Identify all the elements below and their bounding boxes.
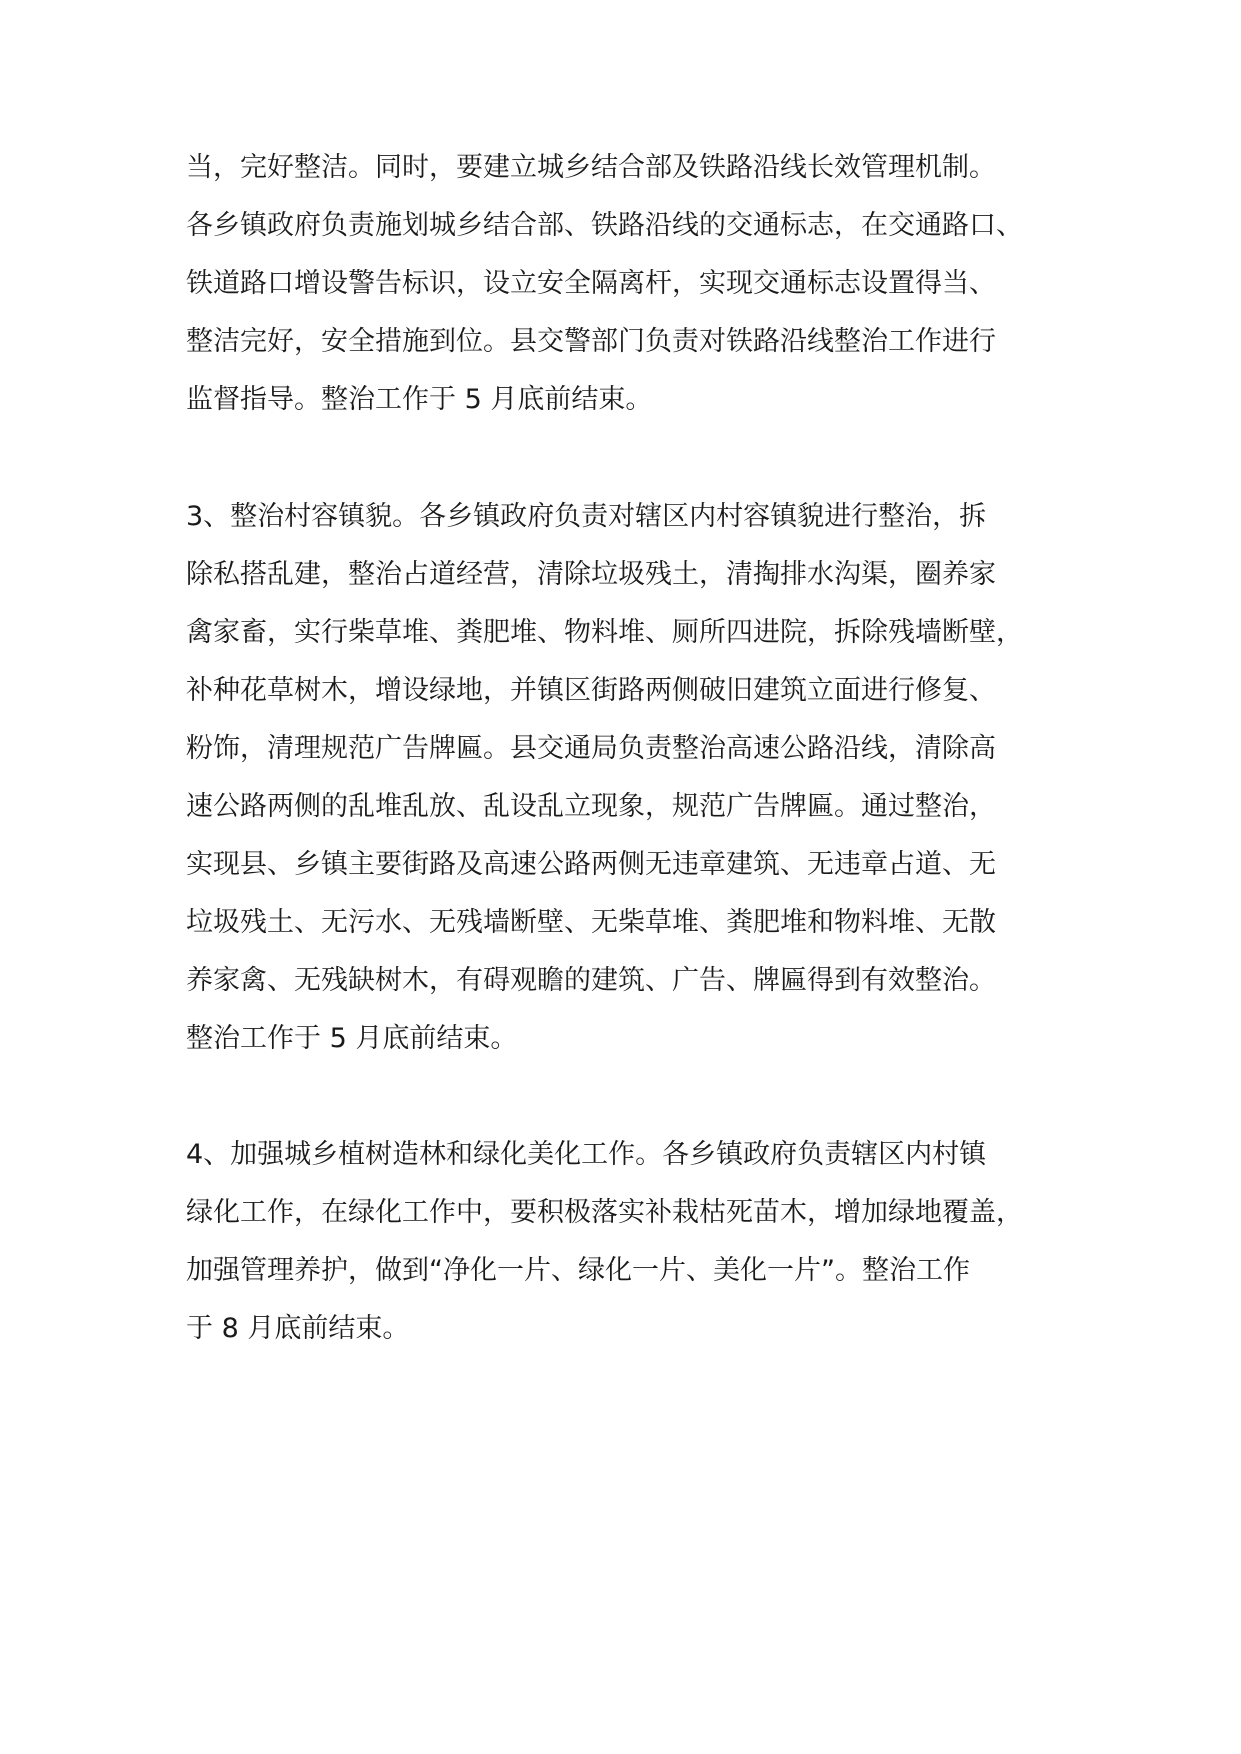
- text-line: 监督指导。整治工作于 5 月底前结束。: [186, 384, 653, 415]
- text-line: 速公路两侧的乱堆乱放、乱设乱立现象，规范广告牌匾。通过整治，: [186, 791, 996, 822]
- text-line: 各乡镇政府负责施划城乡结合部、铁路沿线的交通标志，在交通路口、: [186, 210, 1023, 241]
- text-line: 绿化工作，在绿化工作中，要积极落实补栽枯死苗木，增加绿地覆盖，: [186, 1197, 1023, 1228]
- text-line: 垃圾残土、无污水、无残墙断壁、无柴草堆、粪肥堆和物料堆、无散: [186, 907, 996, 938]
- text-line: 当，完好整洁。同时，要建立城乡结合部及铁路沿线长效管理机制。: [186, 152, 996, 183]
- text-line: 粉饰，清理规范广告牌匾。县交通局负责整治高速公路沿线，清除高: [186, 733, 996, 764]
- text-line: 加强管理养护，做到“净化一片、绿化一片、美化一片”。整治工作: [186, 1255, 970, 1286]
- text-line: 铁道路口增设警告标识，设立安全隔离杆，实现交通标志设置得当、: [186, 268, 996, 299]
- text-line: 整治工作于 5 月底前结束。: [186, 1023, 518, 1054]
- text-line: 禽家畜，实行柴草堆、粪肥堆、物料堆、厕所四进院，拆除残墙断壁，: [186, 617, 1023, 648]
- text-line: 4、加强城乡植树造林和绿化美化工作。各乡镇政府负责辖区内村镇: [186, 1139, 987, 1170]
- text-line: 于 8 月底前结束。: [186, 1313, 410, 1344]
- text-line: 除私搭乱建，整治占道经营，清除垃圾残土，清掏排水沟渠，圈养家: [186, 559, 996, 590]
- text-line: 实现县、乡镇主要街路及高速公路两侧无违章建筑、无违章占道、无: [186, 849, 996, 880]
- text-line: 养家禽、无残缺树木，有碍观瞻的建筑、广告、牌匾得到有效整治。: [186, 965, 996, 996]
- text-line: 3、整治村容镇貌。各乡镇政府负责对辖区内村容镇貌进行整治，拆: [186, 501, 987, 532]
- text-line: 补种花草树木，增设绿地，并镇区街路两侧破旧建筑立面进行修复、: [186, 675, 996, 706]
- text-line: 整洁完好，安全措施到位。县交警部门负责对铁路沿线整治工作进行: [186, 326, 996, 357]
